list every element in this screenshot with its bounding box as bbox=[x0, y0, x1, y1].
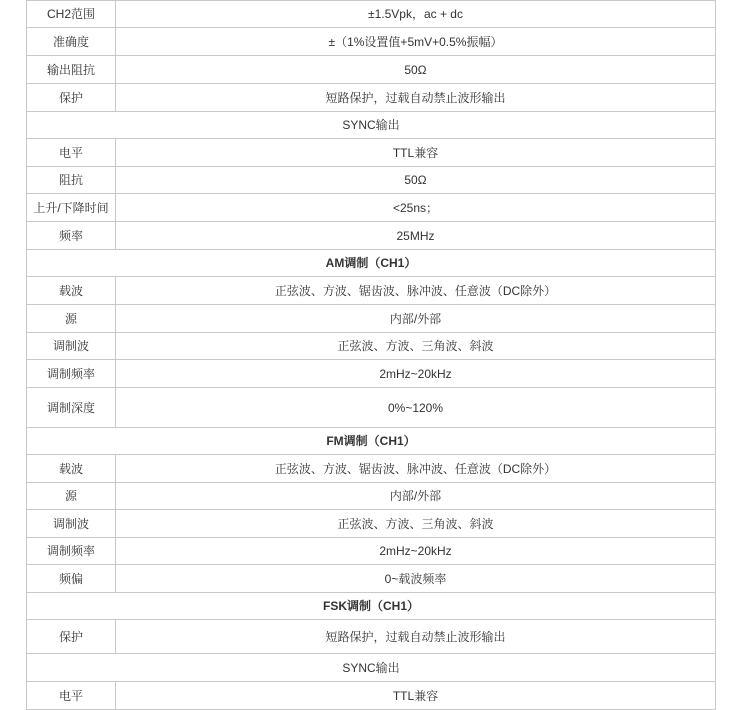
spec-key: 保护 bbox=[27, 84, 116, 112]
spec-value: ±（1%设置值+5mV+0.5%振幅） bbox=[116, 28, 716, 56]
spec-value: 0~载波频率 bbox=[116, 565, 716, 593]
spec-value: TTL兼容 bbox=[116, 139, 716, 167]
section-title: AM调制（CH1） bbox=[27, 250, 716, 277]
table-row bbox=[27, 28, 716, 56]
table-row bbox=[27, 56, 716, 84]
spec-value: 25MHz bbox=[116, 222, 716, 250]
section-row bbox=[27, 112, 716, 139]
spec-value: TTL兼容 bbox=[116, 682, 716, 710]
spec-key: 阻抗 bbox=[27, 167, 116, 194]
table-row bbox=[27, 510, 716, 538]
spec-value: 50Ω bbox=[116, 167, 716, 194]
spec-key: 调制波 bbox=[27, 333, 116, 360]
spec-key: 频率 bbox=[27, 222, 116, 250]
section-row bbox=[27, 250, 716, 277]
table-row bbox=[27, 277, 716, 305]
table-row bbox=[27, 305, 716, 333]
spec-key: 电平 bbox=[27, 139, 116, 167]
table-row bbox=[27, 360, 716, 388]
spec-table bbox=[26, 0, 716, 710]
spec-value: <25ns； bbox=[116, 194, 716, 222]
spec-key: 载波 bbox=[27, 455, 116, 483]
table-row bbox=[27, 194, 716, 222]
section-title: SYNC输出 bbox=[27, 112, 716, 139]
table-row bbox=[27, 333, 716, 360]
spec-key: 频偏 bbox=[27, 565, 116, 593]
table-row bbox=[27, 565, 716, 593]
table-row bbox=[27, 222, 716, 250]
spec-value: 50Ω bbox=[116, 56, 716, 84]
table-row bbox=[27, 1, 716, 28]
section-row bbox=[27, 428, 716, 455]
spec-value: 内部/外部 bbox=[116, 483, 716, 510]
spec-key: 上升/下降时间 bbox=[27, 194, 116, 222]
spec-key: 调制深度 bbox=[27, 388, 116, 428]
table-row bbox=[27, 455, 716, 483]
spec-value: 正弦波、方波、锯齿波、脉冲波、任意波（DC除外） bbox=[116, 277, 716, 305]
section-row bbox=[27, 593, 716, 620]
spec-key: 源 bbox=[27, 483, 116, 510]
spec-key: 准确度 bbox=[27, 28, 116, 56]
table-row bbox=[27, 538, 716, 565]
spec-key: 保护 bbox=[27, 620, 116, 654]
spec-table-body bbox=[27, 1, 716, 710]
spec-key: 输出阻抗 bbox=[27, 56, 116, 84]
section-title: FM调制（CH1） bbox=[27, 428, 716, 455]
section-row bbox=[27, 654, 716, 682]
table-row bbox=[27, 388, 716, 428]
spec-value: 正弦波、方波、锯齿波、脉冲波、任意波（DC除外） bbox=[116, 455, 716, 483]
spec-key: 源 bbox=[27, 305, 116, 333]
spec-key: 载波 bbox=[27, 277, 116, 305]
spec-value: 2mHz~20kHz bbox=[116, 360, 716, 388]
spec-key: 电平 bbox=[27, 682, 116, 710]
spec-key: CH2范围 bbox=[27, 1, 116, 28]
spec-value: 短路保护，过载自动禁止波形输出 bbox=[116, 84, 716, 112]
section-title: SYNC输出 bbox=[27, 654, 716, 682]
table-row bbox=[27, 620, 716, 654]
spec-value: ±1.5Vpk，ac + dc bbox=[116, 1, 716, 28]
spec-key: 调制频率 bbox=[27, 538, 116, 565]
spec-key: 调制波 bbox=[27, 510, 116, 538]
spec-value: 正弦波、方波、三角波、斜波 bbox=[116, 510, 716, 538]
spec-value: 正弦波、方波、三角波、斜波 bbox=[116, 333, 716, 360]
spec-value: 0%~120% bbox=[116, 388, 716, 428]
spec-value: 2mHz~20kHz bbox=[116, 538, 716, 565]
table-row bbox=[27, 84, 716, 112]
section-title: FSK调制（CH1） bbox=[27, 593, 716, 620]
spec-key: 调制频率 bbox=[27, 360, 116, 388]
table-row bbox=[27, 483, 716, 510]
spec-value: 短路保护，过载自动禁止波形输出 bbox=[116, 620, 716, 654]
spec-value: 内部/外部 bbox=[116, 305, 716, 333]
table-row bbox=[27, 139, 716, 167]
table-row bbox=[27, 167, 716, 194]
table-row bbox=[27, 682, 716, 710]
